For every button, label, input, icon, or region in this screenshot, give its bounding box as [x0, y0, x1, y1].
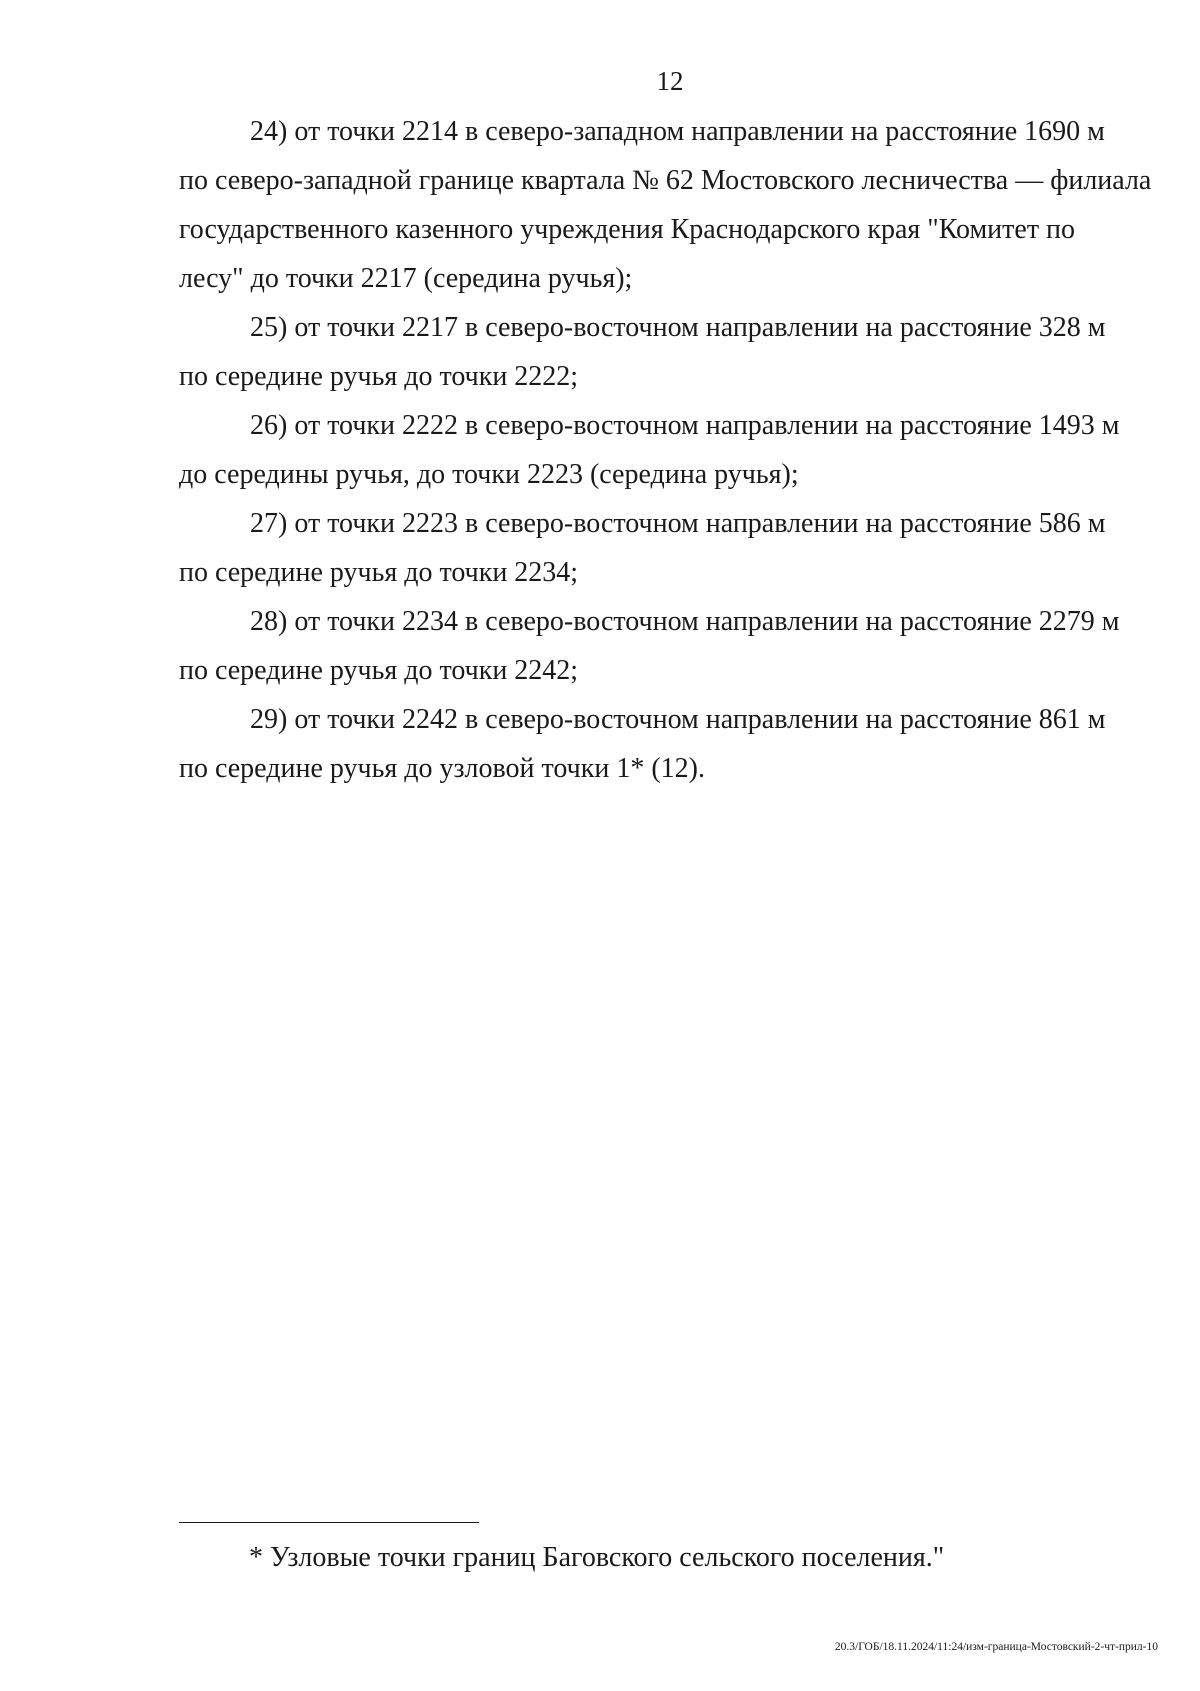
list-item	[179, 695, 1159, 793]
footnote-divider	[179, 1522, 479, 1523]
item-line: государственного казенного учреждения Краснодарского края "Комитет по	[179, 214, 1076, 245]
item-line: лесу" до точки 2217 (середина ручья);	[179, 263, 633, 294]
list-item	[179, 107, 1159, 303]
item-line: по середине ручья до точки 2234;	[179, 557, 579, 588]
list-item	[179, 401, 1159, 499]
item-line: до середины ручья, до точки 2223 (середина ручья);	[179, 459, 799, 490]
document-body	[179, 107, 1159, 793]
item-line: 28) от точки 2234 в северо-восточном направлении на расстояние 2279 м	[250, 606, 1120, 637]
list-item	[179, 499, 1159, 597]
item-line: 24) от точки 2214 в северо-западном направлении на расстояние 1690 м	[250, 116, 1105, 147]
item-line: 25) от точки 2217 в северо-восточном направлении на расстояние 328 м	[250, 312, 1106, 343]
list-item	[179, 597, 1159, 695]
item-line: по середине ручья до точки 2222;	[179, 361, 579, 392]
item-line: по середине ручья до точки 2242;	[179, 655, 579, 686]
item-line: 27) от точки 2223 в северо-восточном направлении на расстояние 586 м	[250, 508, 1106, 539]
item-line: по северо-западной границе квартала № 62 Мостовского лесничества — филиала	[179, 165, 1152, 196]
page-number: 12	[656, 66, 684, 96]
list-item	[179, 303, 1159, 401]
footnote: * Узловые точки границ Баговского сельского поселения."	[249, 1542, 945, 1573]
item-line: 29) от точки 2242 в северо-восточном направлении на расстояние 861 м	[250, 704, 1106, 735]
file-reference: 20.3/ГОБ/18.11.2024/11:24/изм-граница-Мостовский-2-чт-прил-10	[834, 1641, 1158, 1653]
item-line: 26) от точки 2222 в северо-восточном направлении на расстояние 1493 м	[250, 410, 1120, 441]
item-line: по середине ручья до узловой точки 1* (12).	[179, 753, 705, 784]
